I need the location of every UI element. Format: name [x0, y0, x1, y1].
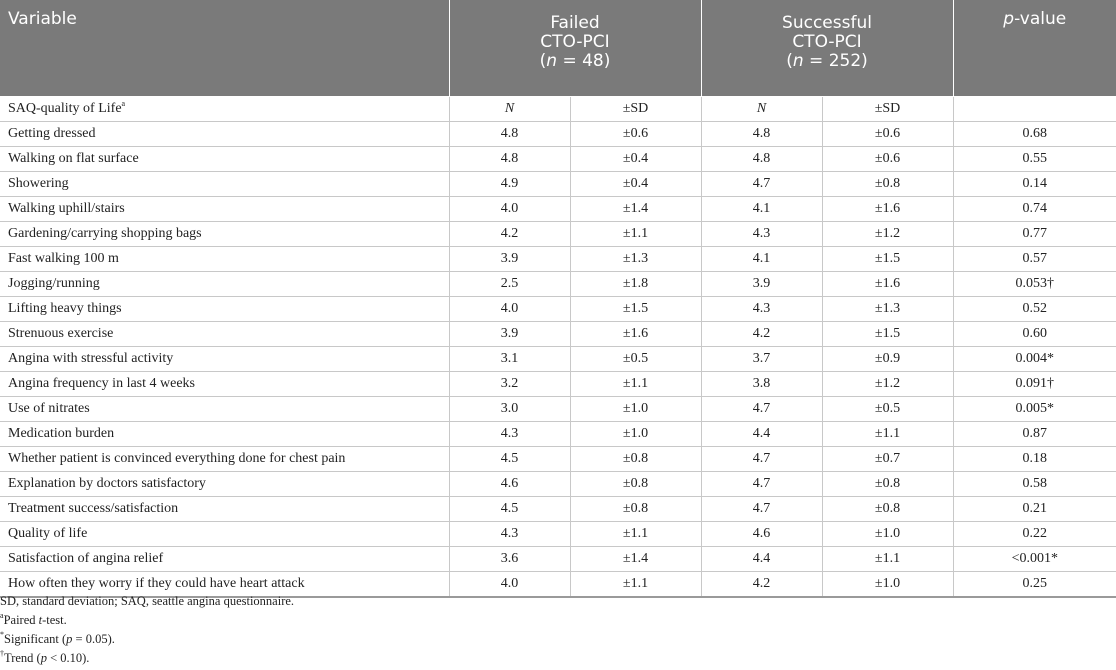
row-pvalue: 0.68: [953, 122, 1116, 147]
table-row: [0, 247, 1116, 272]
table-row: [0, 197, 1116, 222]
row-failed-sd: ±0.8: [570, 497, 701, 522]
row-failed-n: 3.0: [449, 397, 570, 422]
row-failed-n: 3.1: [449, 347, 570, 372]
row-pvalue: 0.21: [953, 497, 1116, 522]
row-success-n: 4.8: [701, 122, 822, 147]
row-failed-sd: ±1.5: [570, 297, 701, 322]
row-failed-sd: ±1.0: [570, 422, 701, 447]
subheader-row: [0, 97, 1116, 122]
header-failed-n: (n = 48): [539, 51, 611, 71]
row-failed-sd: ±1.8: [570, 272, 701, 297]
row-success-n: 4.7: [701, 497, 822, 522]
row-failed-sd: ±1.1: [570, 222, 701, 247]
row-variable: Quality of life: [0, 522, 449, 547]
row-failed-sd: ±1.1: [570, 522, 701, 547]
row-success-sd: ±0.6: [822, 147, 953, 172]
row-failed-sd: ±0.4: [570, 147, 701, 172]
row-failed-n: 3.9: [449, 247, 570, 272]
row-success-n: 4.8: [701, 147, 822, 172]
table-row: [0, 497, 1116, 522]
header-successful-n: (n = 252): [786, 51, 868, 71]
row-success-sd: ±1.3: [822, 297, 953, 322]
table-row: [0, 222, 1116, 247]
row-pvalue: 0.58: [953, 472, 1116, 497]
row-pvalue: 0.22: [953, 522, 1116, 547]
row-failed-n: 4.0: [449, 297, 570, 322]
row-variable: Strenuous exercise: [0, 322, 449, 347]
row-failed-sd: ±1.0: [570, 397, 701, 422]
row-success-sd: ±1.6: [822, 197, 953, 222]
row-failed-n: 4.2: [449, 222, 570, 247]
header-successful: [701, 0, 953, 97]
row-success-sd: ±0.7: [822, 447, 953, 472]
footnote-abbreviations: SD, standard deviation; SAQ, seattle angina questionnaire.: [0, 594, 295, 608]
table-row: [0, 372, 1116, 397]
row-failed-sd: ±1.1: [570, 572, 701, 598]
row-failed-n: 3.2: [449, 372, 570, 397]
row-failed-n: 4.5: [449, 447, 570, 472]
row-pvalue: 0.14: [953, 172, 1116, 197]
row-success-n: 4.1: [701, 247, 822, 272]
table-row: [0, 522, 1116, 547]
row-variable: Fast walking 100 m: [0, 247, 449, 272]
row-success-sd: ±1.5: [822, 247, 953, 272]
row-variable: Whether patient is convinced everything done for chest pain: [0, 447, 449, 472]
row-failed-n: 4.9: [449, 172, 570, 197]
row-variable: How often they worry if they could have heart attack: [0, 572, 449, 598]
row-success-sd: ±1.0: [822, 522, 953, 547]
row-failed-sd: ±0.8: [570, 472, 701, 497]
row-success-n: 4.3: [701, 297, 822, 322]
row-failed-n: 4.3: [449, 522, 570, 547]
row-variable: Angina frequency in last 4 weeks: [0, 372, 449, 397]
subheader-pvalue: [953, 97, 1116, 122]
row-success-sd: ±1.2: [822, 372, 953, 397]
row-success-sd: ±1.0: [822, 572, 953, 598]
row-success-n: 4.1: [701, 197, 822, 222]
row-failed-n: 4.6: [449, 472, 570, 497]
row-failed-n: 3.9: [449, 322, 570, 347]
row-success-n: 3.9: [701, 272, 822, 297]
row-failed-sd: ±0.4: [570, 172, 701, 197]
row-pvalue: 0.25: [953, 572, 1116, 598]
row-success-sd: ±0.9: [822, 347, 953, 372]
row-pvalue: <0.001*: [953, 547, 1116, 572]
header-failed-line1: Failed: [550, 13, 600, 33]
row-pvalue: 0.57: [953, 247, 1116, 272]
row-pvalue: 0.55: [953, 147, 1116, 172]
row-variable: Walking on flat surface: [0, 147, 449, 172]
row-failed-n: 4.8: [449, 147, 570, 172]
table-row: [0, 147, 1116, 172]
row-success-n: 4.4: [701, 547, 822, 572]
table-row: [0, 347, 1116, 372]
row-variable: Treatment success/satisfaction: [0, 497, 449, 522]
row-success-n: 4.7: [701, 397, 822, 422]
row-pvalue: 0.87: [953, 422, 1116, 447]
row-variable: Getting dressed: [0, 122, 449, 147]
table-row: [0, 447, 1116, 472]
footnote-trend: †Trend (p < 0.10).: [0, 649, 90, 665]
row-failed-n: 4.5: [449, 497, 570, 522]
row-pvalue: 0.091†: [953, 372, 1116, 397]
row-pvalue: 0.18: [953, 447, 1116, 472]
footnotes: [0, 592, 294, 668]
table-row: [0, 172, 1116, 197]
row-variable: Showering: [0, 172, 449, 197]
row-failed-sd: ±1.4: [570, 547, 701, 572]
table-row: [0, 297, 1116, 322]
row-variable: Satisfaction of angina relief: [0, 547, 449, 572]
row-success-sd: ±1.5: [822, 322, 953, 347]
row-variable: Lifting heavy things: [0, 297, 449, 322]
row-failed-sd: ±0.5: [570, 347, 701, 372]
subheader-success-n: N: [701, 97, 822, 122]
header-failed: [449, 0, 701, 97]
row-success-sd: ±1.1: [822, 422, 953, 447]
footnote-significant: *Significant (p = 0.05).: [0, 630, 115, 646]
table-row: [0, 272, 1116, 297]
row-success-n: 4.4: [701, 422, 822, 447]
subheader-success-sd: ±SD: [822, 97, 953, 122]
row-success-sd: ±1.1: [822, 547, 953, 572]
row-success-n: 4.6: [701, 522, 822, 547]
row-failed-n: 4.3: [449, 422, 570, 447]
subheader-failed-sd: ±SD: [570, 97, 701, 122]
row-variable: Medication burden: [0, 422, 449, 447]
row-failed-sd: ±0.6: [570, 122, 701, 147]
row-pvalue: 0.053†: [953, 272, 1116, 297]
row-success-n: 4.7: [701, 172, 822, 197]
footnote-a: $^a$Paired t-test.: [0, 611, 67, 627]
row-variable: Walking uphill/stairs: [0, 197, 449, 222]
row-success-n: 4.7: [701, 472, 822, 497]
subheader-label: SAQ-quality of Life$^a$: [0, 97, 449, 122]
table-row: [0, 472, 1116, 497]
row-failed-sd: ±0.8: [570, 447, 701, 472]
table-row: [0, 397, 1116, 422]
subheader-failed-n: N: [449, 97, 570, 122]
row-success-n: 4.2: [701, 572, 822, 598]
row-variable: Gardening/carrying shopping bags: [0, 222, 449, 247]
row-failed-sd: ±1.1: [570, 372, 701, 397]
row-variable: Explanation by doctors satisfactory: [0, 472, 449, 497]
header-row: [0, 0, 1116, 97]
header-variable: Variable: [0, 0, 449, 97]
header-failed-line2: CTO-PCI: [540, 32, 610, 52]
row-success-n: 4.2: [701, 322, 822, 347]
row-success-n: 3.7: [701, 347, 822, 372]
row-failed-sd: ±1.4: [570, 197, 701, 222]
row-pvalue: 0.77: [953, 222, 1116, 247]
row-failed-sd: ±1.3: [570, 247, 701, 272]
header-successful-line1: Successful: [782, 13, 872, 33]
row-variable: Angina with stressful activity: [0, 347, 449, 372]
row-failed-n: 4.8: [449, 122, 570, 147]
row-success-sd: ±0.8: [822, 497, 953, 522]
row-success-n: 3.8: [701, 372, 822, 397]
header-successful-line2: CTO-PCI: [792, 32, 862, 52]
row-pvalue: 0.004*: [953, 347, 1116, 372]
row-success-sd: ±0.5: [822, 397, 953, 422]
row-pvalue: 0.005*: [953, 397, 1116, 422]
row-success-sd: ±1.6: [822, 272, 953, 297]
table-row: [0, 547, 1116, 572]
row-success-n: 4.7: [701, 447, 822, 472]
row-success-sd: ±0.8: [822, 472, 953, 497]
row-pvalue: 0.60: [953, 322, 1116, 347]
row-variable: Jogging/running: [0, 272, 449, 297]
table-row: [0, 322, 1116, 347]
header-pvalue: p-value: [953, 0, 1116, 97]
row-success-sd: ±0.8: [822, 172, 953, 197]
row-failed-n: 4.0: [449, 572, 570, 598]
row-success-n: 4.3: [701, 222, 822, 247]
row-success-sd: ±1.2: [822, 222, 953, 247]
row-pvalue: 0.52: [953, 297, 1116, 322]
table-row: [0, 122, 1116, 147]
table-row: [0, 422, 1116, 447]
row-variable: Use of nitrates: [0, 397, 449, 422]
row-failed-n: 3.6: [449, 547, 570, 572]
row-failed-n: 2.5: [449, 272, 570, 297]
row-pvalue: 0.74: [953, 197, 1116, 222]
row-failed-n: 4.0: [449, 197, 570, 222]
row-failed-sd: ±1.6: [570, 322, 701, 347]
row-success-sd: ±0.6: [822, 122, 953, 147]
